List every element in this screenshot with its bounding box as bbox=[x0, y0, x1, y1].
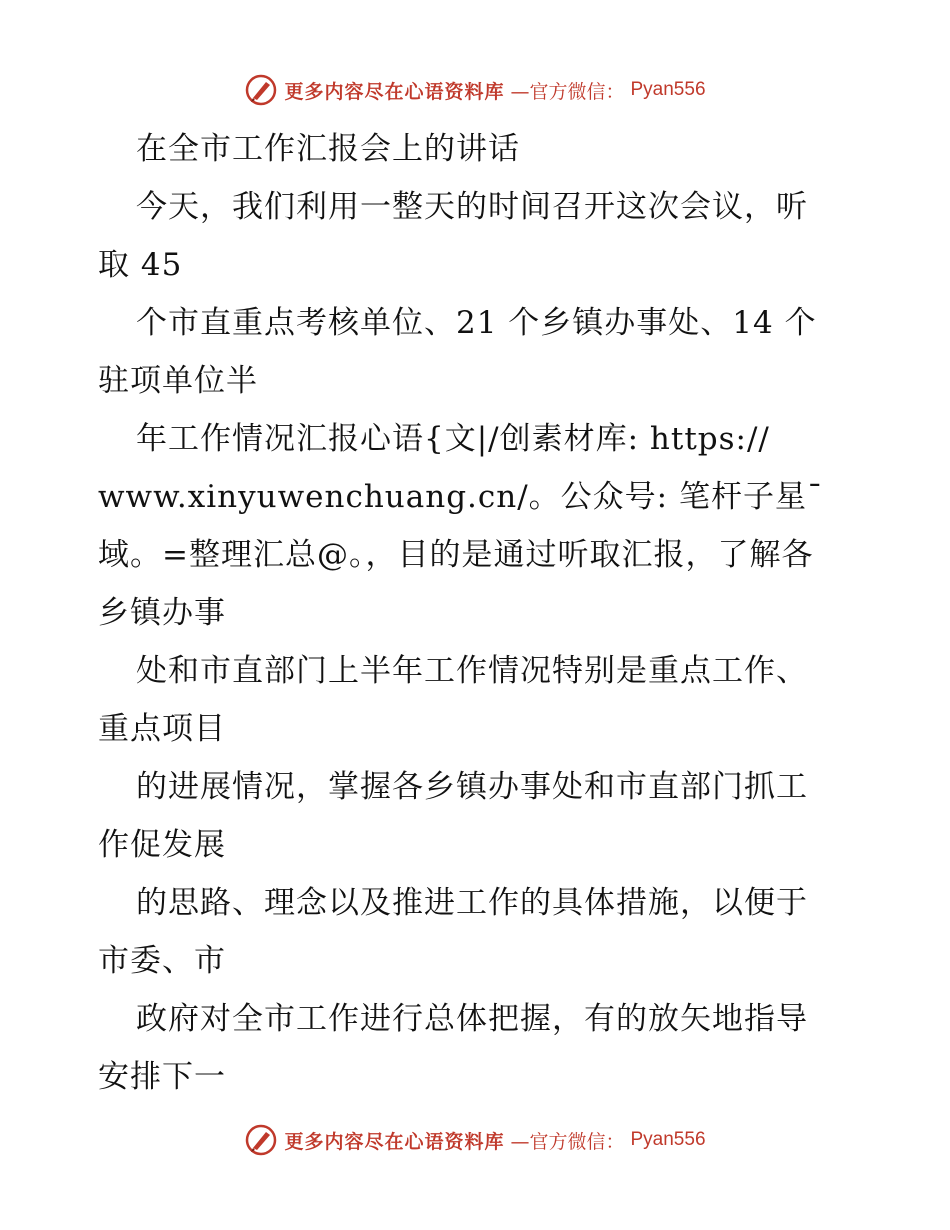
pen-logo-icon bbox=[244, 73, 278, 107]
paragraph-line: 政府对全市工作进行总体把握，有的放矢地指导 bbox=[136, 1001, 808, 1037]
pen-logo-icon bbox=[244, 1123, 278, 1157]
document-title: 在全市工作汇报会上的讲话 bbox=[136, 131, 520, 167]
paragraph-line: 乡镇办事 bbox=[98, 595, 226, 631]
paragraph-line: 处和市直部门上半年工作情况特别是重点工作、 bbox=[136, 653, 808, 689]
banner-brand-text: 更多内容尽在心语资料库 bbox=[284, 1130, 505, 1153]
banner-wechat-id: Pyan556 bbox=[630, 1129, 706, 1150]
footer-banner bbox=[0, 1120, 950, 1160]
paragraph-line: 的进展情况，掌握各乡镇办事处和市直部门抓工 bbox=[136, 769, 808, 805]
paragraph-line: 作促发展 bbox=[98, 827, 226, 863]
banner-official-text: —官方微信： bbox=[510, 80, 625, 103]
paragraph-line: www.xinyuwenchuang.cn/。公众号: 笔杆子星¯ bbox=[98, 479, 824, 515]
banner-brand-text: 更多内容尽在心语资料库 bbox=[284, 80, 505, 103]
paragraph-line: 个市直重点考核单位、21 个乡镇办事处、14 个 bbox=[136, 305, 817, 341]
paragraph-line: 市委、市 bbox=[98, 943, 226, 979]
paragraph-line: 取 45 bbox=[98, 247, 183, 283]
paragraph-line: 域。=整理汇总@。，目的是通过听取汇报，了解各 bbox=[98, 537, 814, 573]
paragraph-line: 年工作情况汇报心语{文|/创素材库: https:// bbox=[136, 421, 770, 457]
paragraph-line: 重点项目 bbox=[98, 711, 226, 747]
banner-official-text: —官方微信： bbox=[510, 1130, 625, 1153]
document-body bbox=[98, 120, 858, 1106]
paragraph-line: 安排下一 bbox=[98, 1059, 226, 1095]
banner-wechat-id: Pyan556 bbox=[630, 79, 706, 100]
paragraph-line: 驻项单位半 bbox=[98, 363, 258, 399]
paragraph-line: 的思路、理念以及推进工作的具体措施，以便于 bbox=[136, 885, 808, 921]
paragraph-line: 今天，我们利用一整天的时间召开这次会议，听 bbox=[136, 189, 808, 225]
header-banner bbox=[0, 70, 950, 110]
